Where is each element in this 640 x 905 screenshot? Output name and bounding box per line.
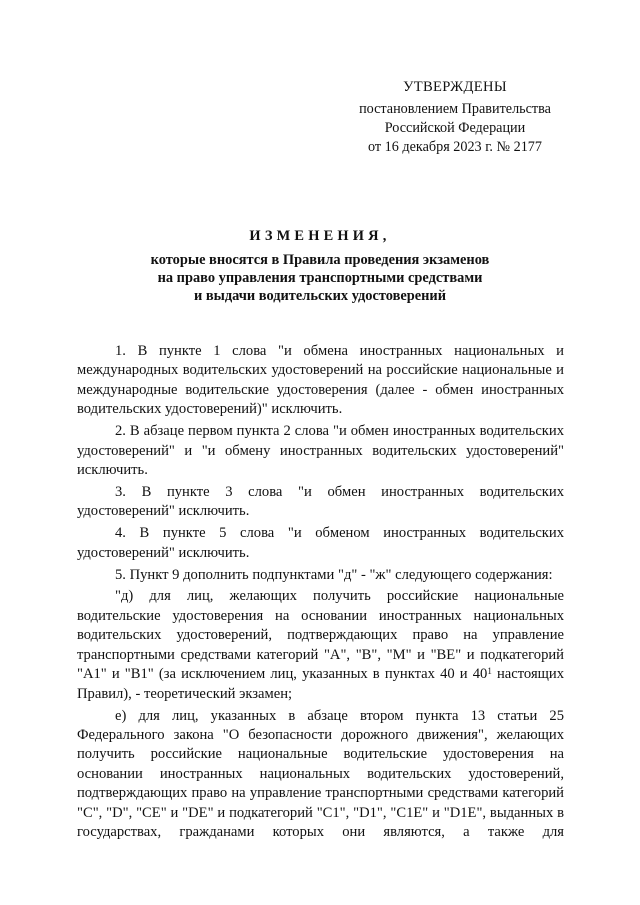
paragraph [77, 587, 564, 704]
paragraph-text: "д) для лиц, желающих получить российские национальные водительские удостоверения на основании иностранных национальных водительских удостоверений, подтверждающих право на управление транспортными средствами категорий "A", "B", "M" и "BE" и подкатегорий "A1" и "B1" (за исключением лиц, указанных в пунктах 40 и 40 [77, 588, 564, 683]
approval-block [340, 78, 570, 157]
title-line: которые вносятся в Правила проведения экзаменов [150, 252, 490, 268]
approval-line: Российской Федерации [384, 120, 526, 136]
paragraph: 4. В пункте 5 слова "и обменом иностранных водительских удостоверений" исключить. [77, 525, 564, 561]
approval-date-line: от 16 декабря 2023 г. № 2177 [368, 139, 542, 155]
paragraph-text: настоящих Правил), - теоретический экзамен; [77, 666, 564, 702]
title-line: на право управления транспортными средствами [157, 270, 483, 286]
paragraph: 3. В пункте 3 слова "и обмен иностранных водительских удостоверений" исключить. [77, 483, 564, 520]
paragraph: 2. В абзаце первом пункта 2 слова "и обмен иностранных водительских удостоверений" и "и обмену иностранных водительских удостоверений" исключить. [77, 423, 564, 479]
approval-line: постановлением Правительства [359, 101, 551, 117]
paragraph: е) для лиц, указанных в абзаце втором пункта 13 статьи 25 Федерального закона "О безопасности дорожного движения", желающих получить российские национальные водительские удостоверения на основании иностранных национальных водительских удостоверений, подтверждающих право на управление транспортными средствами категорий "C", "D", "CE" и "DE" и подкатегорий "C1", "D1", "C1E" и "D1E", выданных в государствах, гражданами которых они являются, а также для [77, 707, 564, 841]
superscript: 1 [487, 666, 492, 677]
title-line: и выдачи водительских удостоверений [193, 288, 447, 304]
document-body [77, 342, 564, 845]
paragraph: 1. В пункте 1 слова "и обмена иностранных национальных и международных водительских удостоверений на российские национальные и международные водительские удостоверения (далее - обмен иностранных водительских удостоверений)" исключить. [77, 343, 564, 418]
title-main: ИЗМЕНЕНИЯ, [249, 228, 391, 244]
paragraph: 5. Пункт 9 дополнить подпунктами "д" - "ж" следующего содержания: [115, 566, 553, 583]
approval-heading: УТВЕРЖДЕНЫ [403, 79, 507, 95]
document-title [60, 227, 580, 305]
